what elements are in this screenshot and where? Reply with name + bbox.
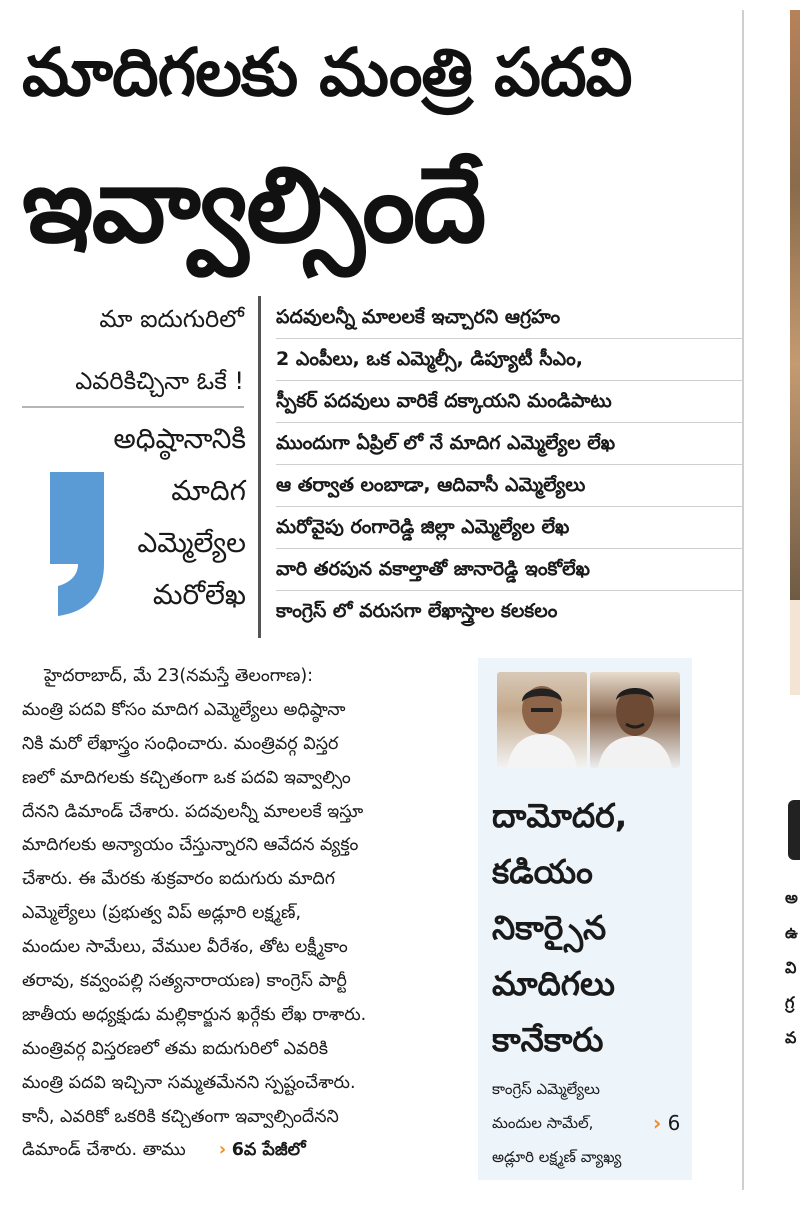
highlight-item: వారి తరపున వకాల్తాతో జానారెడ్డి ఇంకోలేఖ	[276, 548, 742, 591]
box-page-ref[interactable]	[653, 1106, 693, 1140]
body-line: నికి మరో లేఖాస్త్రం సంధించారు. మంత్రివర్గ విస్తర	[22, 733, 339, 754]
adjacent-story-glyph	[788, 800, 800, 860]
box-headline-line: నికార్సైన	[492, 908, 607, 947]
headline-line-1: మాదిగలకు మంత్రి పదవి	[22, 34, 632, 111]
highlight-item: కాంగ్రెస్ లో వరుసగా లేఖాస్త్రాల కలకలం	[276, 600, 558, 622]
adjacent-story-photo	[790, 10, 800, 600]
pull-quote-line: అధిష్ఠానానికి	[113, 422, 246, 455]
adjacent-story-text: గ్ర	[785, 993, 795, 1012]
body-line: జాతీయ అధ్యక్షుడు మల్లికార్జున ఖర్గేకు లేఖ రాశారు.	[22, 1004, 367, 1025]
adjacent-story-photo-bottom	[790, 600, 800, 695]
body-line: ఎమ్మెల్యేలు (ప్రభుత్వ విప్ అడ్లూరి లక్ష్మణ్,	[22, 903, 302, 924]
adjacent-story-text: అ	[785, 888, 798, 907]
box-headline-line: దామోదర,	[492, 796, 628, 835]
portrait-photo	[590, 672, 680, 768]
portrait-photo	[497, 672, 587, 768]
box-caption-line: మందుల సామేల్,	[492, 1114, 594, 1132]
pull-quote-line: మరోలేఖ	[152, 578, 246, 611]
body-line: హైదరాబాద్, మే 23(నమస్తే తెలంగాణ):	[44, 666, 314, 686]
body-line: మందుల సామేలు, వేముల వీరేశం, తోట లక్ష్మీకాం	[22, 937, 348, 958]
bullets-divider	[258, 296, 261, 638]
body-line-text: డిమాండ్ చేశారు. తాము	[22, 1140, 186, 1161]
body-line: మంత్రి పదవి కోసం మాదిగ ఎమ్మెల్యేలు అధిష్ఠానా	[22, 699, 346, 720]
quote-mark-icon	[42, 468, 112, 618]
column-divider	[742, 10, 744, 1190]
box-caption-line: కాంగ్రెస్ ఎమ్మెల్యేలు	[492, 1080, 600, 1098]
body-line: ణలో మాదిగలకు కచ్చితంగా ఒక పదవి ఇవ్వాల్సిం	[22, 767, 351, 788]
highlight-item: పదవులన్నీ మాలలకే ఇచ్చారని ఆగ్రహం	[276, 296, 742, 339]
adjacent-story-text: ఉ	[785, 923, 798, 942]
subhead-line: ఎవరికిచ్చినా ఓకే !	[75, 367, 244, 395]
adjacent-story-text: వ	[785, 1028, 797, 1047]
highlight-item: ముందుగా ఏప్రిల్ లో నే మాదిగ ఎమ్మెల్యేల లేఖ	[276, 422, 742, 465]
body-line: మంత్రి పదవి ఇచ్చినా సమ్మతమేనని స్పష్టంచేశారు.	[22, 1072, 356, 1093]
chevron-right-icon: ›	[653, 1111, 662, 1135]
highlight-item: స్పీకర్ పదవులు వారికే దక్కాయని మండిపాటు	[276, 380, 742, 423]
highlight-item: ఆ తర్వాత లంబాడా, ఆదివాసీ ఎమ్మెల్యేలు	[276, 464, 742, 507]
body-line: దేనని డిమాండ్ చేశారు. పదవులన్నీ మాలలకే ఇస్తూ	[22, 801, 364, 822]
box-headline-line: కడియం	[492, 852, 593, 891]
body-line: మంత్రివర్గ విస్తరణలో తమ ఐదుగురిలో ఎవరికి	[22, 1038, 329, 1059]
continuation-link[interactable]: 6వ పేజీలో	[231, 1140, 306, 1161]
adjacent-story-text: వి	[785, 958, 797, 977]
pull-quote-line: ఎమ్మెల్యేల	[137, 526, 246, 559]
highlight-item: 2 ఎంపీలు, ఒక ఎమ్మెల్సీ, డిప్యూటీ సీఎం,	[276, 338, 742, 381]
box-headline-line: కానేకారు	[492, 1020, 604, 1059]
box-page-number: 6	[667, 1111, 681, 1135]
headline-line-2: ఇవ్వాల్సిందే	[22, 144, 485, 266]
body-line: తరావు, కవ్వంపల్లి సత్యనారాయణ) కాంగ్రెస్ పార్టీ	[22, 971, 347, 992]
subhead-line: మా ఐదుగురిలో	[99, 305, 244, 333]
body-line: చేశారు. ఈ మేరకు శుక్రవారం ఐదుగురు మాదిగ	[22, 869, 335, 890]
pull-quote-line: మాదిగ	[171, 474, 246, 507]
highlight-item: మరోవైపు రంగారెడ్డి జిల్లా ఎమ్మెల్యేల లేఖ	[276, 506, 742, 549]
article-body	[22, 660, 462, 1168]
box-caption-line: అడ్లూరి లక్ష్మణ్ వ్యాఖ్య	[492, 1148, 622, 1166]
continuation-arrow-icon: ›	[218, 1140, 227, 1161]
box-headline-line: మాదిగలు	[492, 964, 615, 1003]
body-line: మాదిగలకు అన్యాయం చేస్తున్నారని ఆవేదన వ్యక్తం	[22, 835, 359, 856]
body-line-last	[22, 1134, 462, 1168]
body-line: కానీ, ఎవరికో ఒకరికి కచ్చితంగా ఇవ్వాల్సిందేనని	[22, 1106, 339, 1127]
subhead-divider	[22, 406, 244, 408]
